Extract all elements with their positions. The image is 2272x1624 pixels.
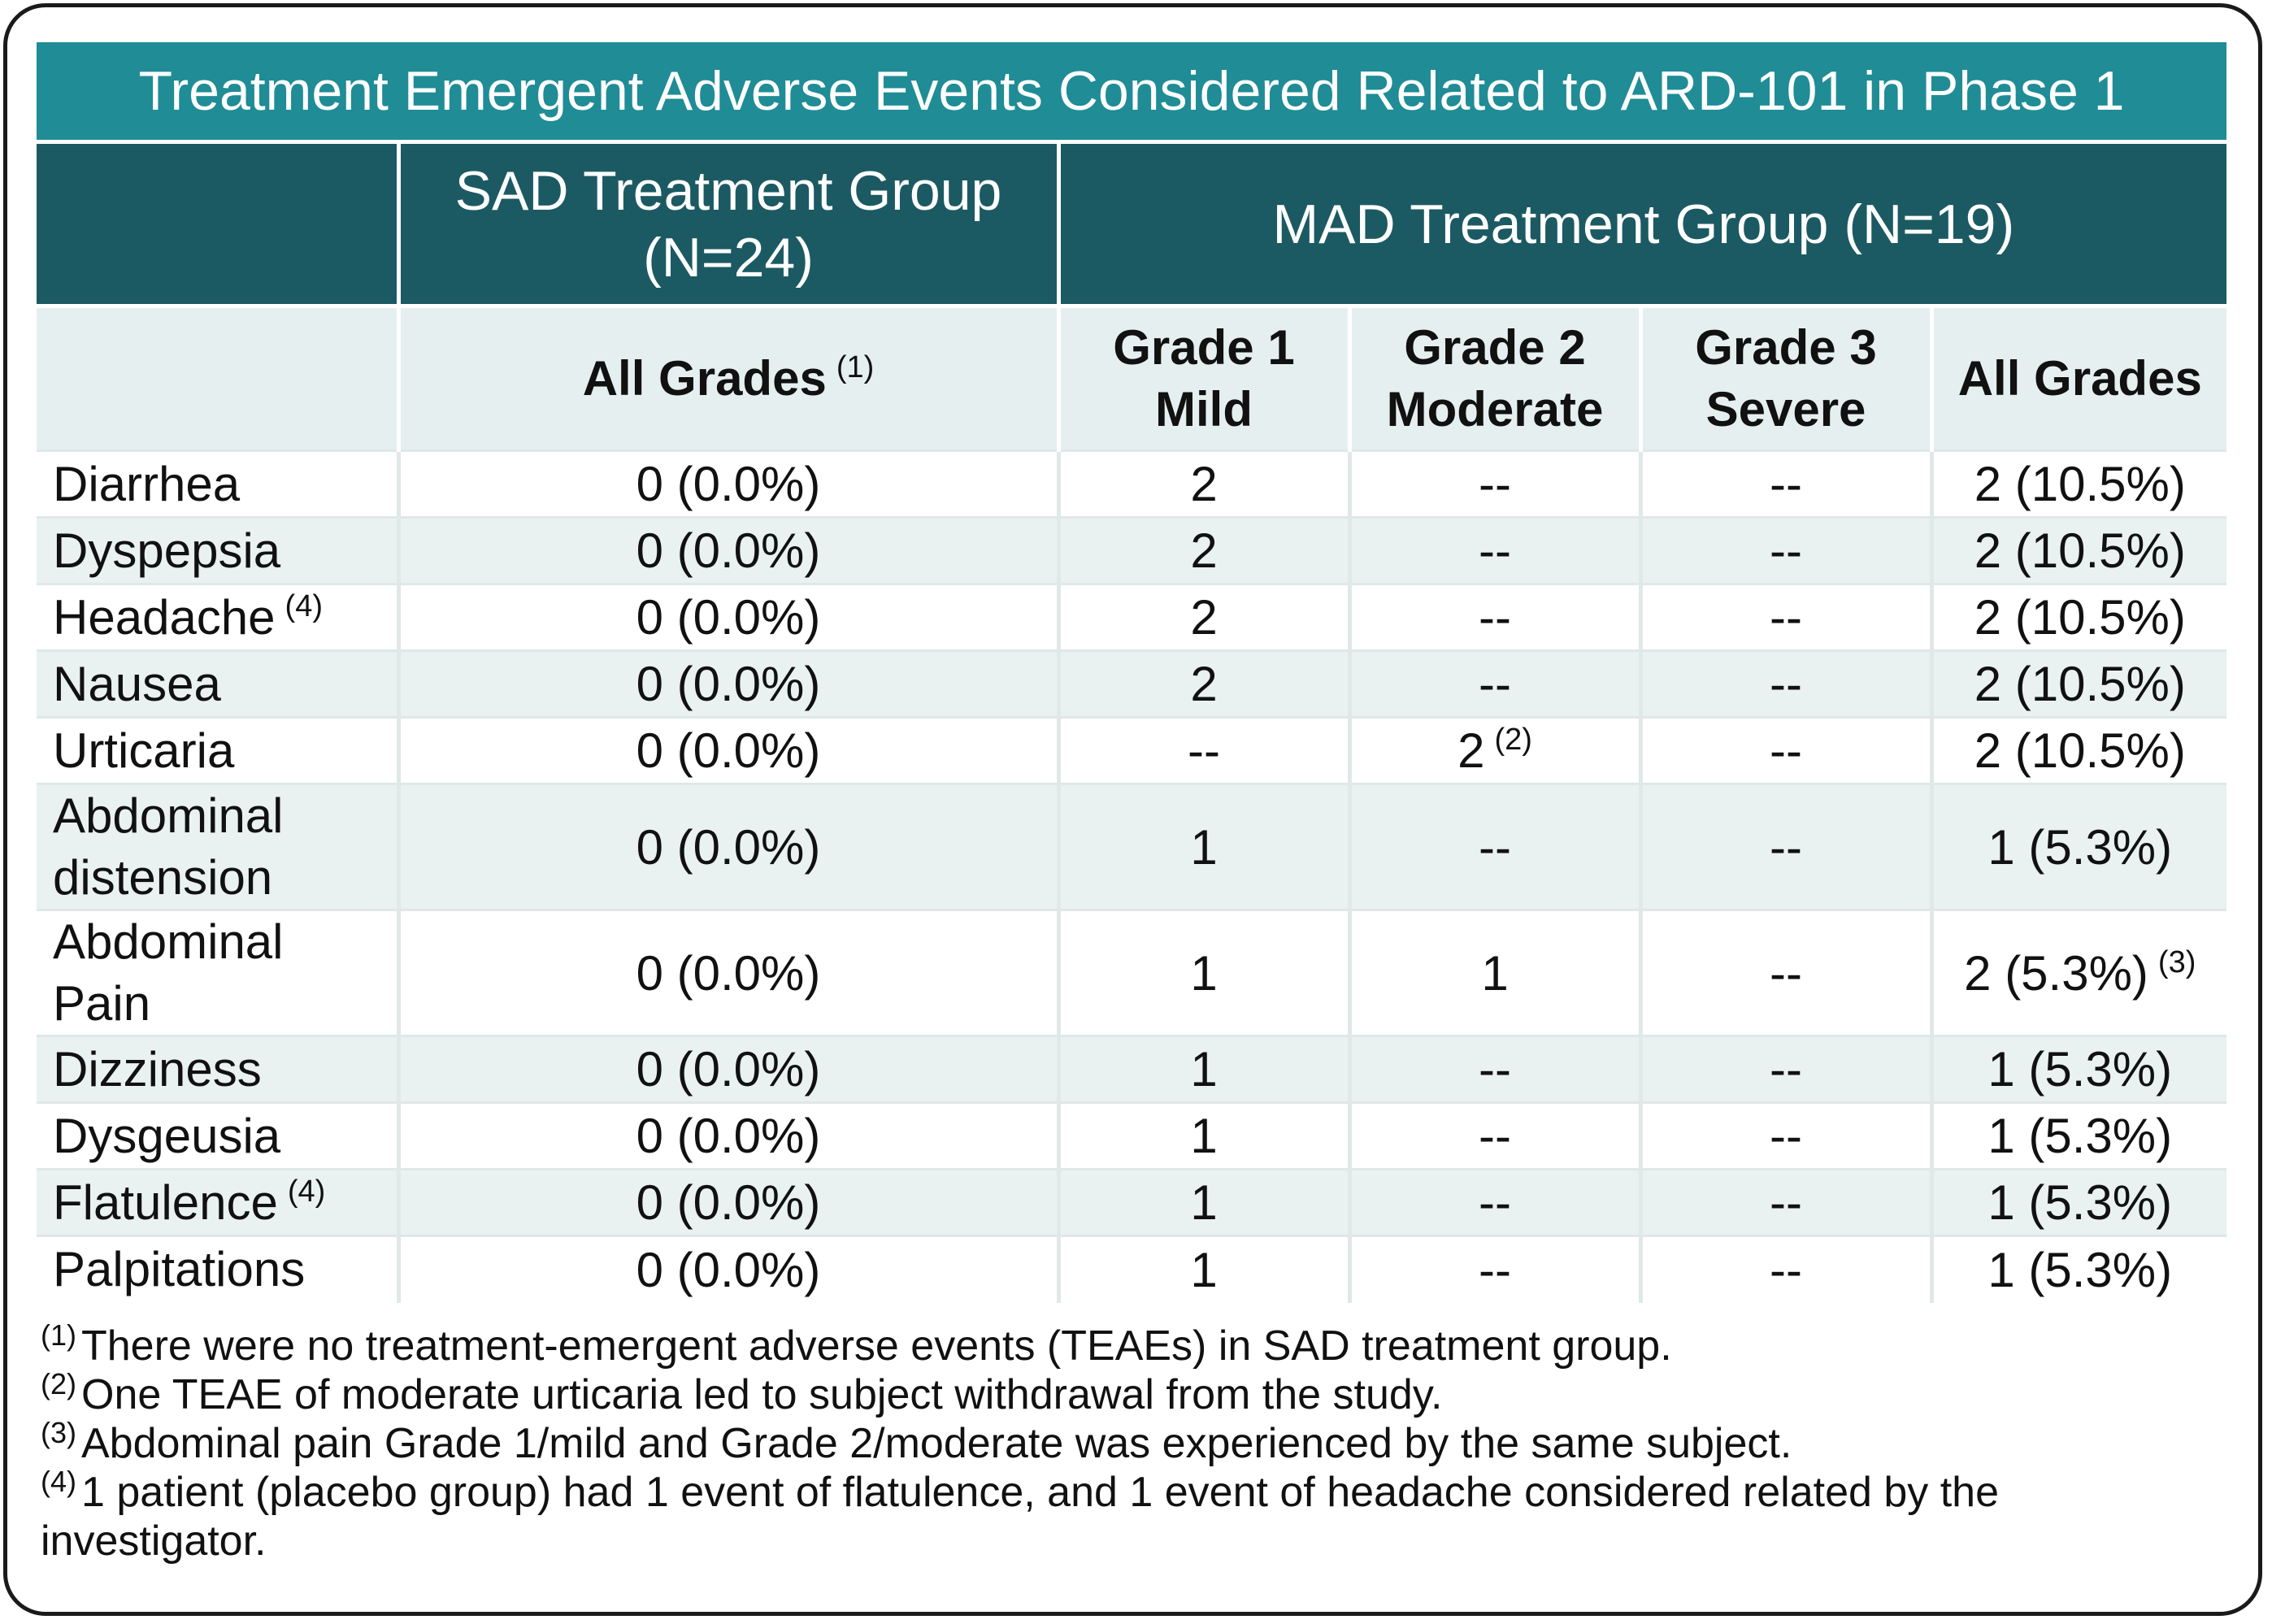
blank-subheader-cell [37, 306, 398, 451]
grade1-cell-value: 1 [1190, 1042, 1218, 1096]
sad-all-grades-cell [398, 718, 1058, 784]
grade3-cell-value: -- [1770, 657, 1802, 711]
footnote-ref: (2) [1494, 723, 1532, 757]
grade3-cell [1640, 1103, 1931, 1170]
grade2-cell [1349, 518, 1640, 584]
sad-all-grades-cell [398, 451, 1058, 518]
event-cell-value: Abdominal Pain [53, 914, 284, 1031]
sad-all-grades-cell [398, 1103, 1058, 1170]
grade3-cell [1640, 1236, 1931, 1303]
grade-header-row [37, 306, 2226, 451]
footnote-text: One TEAE of moderate urticaria led to subject withdrawal from the study. [81, 1371, 1443, 1418]
event-cell-value: Dizziness [53, 1041, 262, 1096]
grade3-cell-value: -- [1770, 945, 1802, 1001]
grade1-cell-value: 2 [1190, 657, 1218, 711]
grade3-cell [1640, 584, 1931, 651]
grade2-cell [1349, 1103, 1640, 1170]
blank-header-cell [37, 142, 398, 306]
grade1-cell-value: 1 [1190, 1242, 1218, 1297]
grade3-cell [1640, 518, 1931, 584]
event-cell [37, 1170, 398, 1236]
mad-all-grades-cell [1931, 651, 2226, 718]
grade3-cell [1640, 718, 1931, 784]
sad-all-grades-label: All Grades [582, 351, 827, 406]
grade2-cell-value: -- [1479, 657, 1511, 711]
group-header-row [37, 142, 2226, 306]
grade1-cell [1058, 784, 1349, 910]
grade1-cell [1058, 1170, 1349, 1236]
event-cell-value: Nausea [53, 656, 221, 711]
grade3-cell [1640, 651, 1931, 718]
sad-all-grades-cell-value: 0 (0.0%) [636, 457, 821, 511]
grade1-cell-value: 2 [1190, 523, 1218, 578]
sad-all-grades-cell [398, 584, 1058, 651]
table-row [37, 518, 2226, 584]
sad-all-grades-cell [398, 651, 1058, 718]
grade1-cell-value: 1 [1190, 1109, 1218, 1163]
sad-all-grades-header [398, 306, 1058, 451]
grade1-cell [1058, 584, 1349, 651]
footnote [41, 1416, 2203, 1468]
table-row [37, 1103, 2226, 1170]
sad-all-grades-cell [398, 518, 1058, 584]
footnote-ref: (4) [287, 1174, 326, 1209]
grade1-cell [1058, 1036, 1349, 1103]
grade2-cell-value: -- [1479, 590, 1511, 645]
mad-all-grades-cell-value: 1 (5.3%) [1987, 1242, 2173, 1297]
footnote-text: There were no treatment-emergent adverse events (TEAEs) in SAD treatment group. [81, 1322, 1672, 1370]
grade2-cell [1349, 584, 1640, 651]
footnote-ref: (1) [836, 350, 875, 384]
grade1-cell-value: 2 [1190, 590, 1218, 645]
sad-group-header: SAD Treatment Group (N=24) [398, 142, 1058, 306]
table-row [37, 1236, 2226, 1303]
grade2-cell-value: -- [1479, 1242, 1511, 1297]
grade3-cell-value: -- [1770, 590, 1802, 645]
mad-all-grades-cell [1931, 1236, 2226, 1303]
event-cell-value: Flatulence [53, 1175, 278, 1230]
grade1-cell [1058, 451, 1349, 518]
grade1-cell [1058, 910, 1349, 1036]
event-cell [37, 1103, 398, 1170]
sad-all-grades-cell-value: 0 (0.0%) [636, 819, 821, 875]
grade3-cell [1640, 1170, 1931, 1236]
mad-all-grades-cell-value: 2 (10.5%) [1974, 723, 2186, 778]
grade1-cell [1058, 718, 1349, 784]
sad-all-grades-cell-value: 0 (0.0%) [636, 945, 821, 1001]
event-cell-value: Urticaria [53, 723, 235, 778]
table-row [37, 1170, 2226, 1236]
sad-all-grades-cell-value: 0 (0.0%) [636, 523, 821, 578]
grade2-cell [1349, 1170, 1640, 1236]
grade2-cell-value: -- [1479, 1175, 1511, 1230]
table-title: Treatment Emergent Adverse Events Considered Related to ARD-101 in Phase 1 [37, 42, 2226, 140]
sad-all-grades-cell [398, 784, 1058, 910]
mad-all-grades-cell-value: 1 (5.3%) [1987, 1042, 2173, 1096]
grade1-cell [1058, 651, 1349, 718]
footnote-ref: (3) [2157, 944, 2196, 979]
table-row [37, 718, 2226, 784]
mad-all-grades-cell [1931, 584, 2226, 651]
event-cell-value: Diarrhea [53, 456, 241, 511]
footnote-text: 1 patient (placebo group) had 1 event of flatulence, and 1 event of headache considered related by the investigator. [41, 1469, 2000, 1565]
grade1-cell [1058, 518, 1349, 584]
grade2-cell-value: -- [1479, 1109, 1511, 1163]
grade2-cell-value: 2 [1457, 723, 1485, 778]
event-cell [37, 910, 398, 1036]
event-cell-value: Headache [53, 589, 276, 645]
grade2-cell [1349, 910, 1640, 1036]
event-cell [37, 1036, 398, 1103]
mad-all-grades-cell [1931, 718, 2226, 784]
mad-all-grades-cell [1931, 910, 2226, 1036]
grade1-header: Grade 1 Mild [1058, 306, 1349, 451]
grade3-cell-value: -- [1770, 457, 1802, 511]
grade2-cell [1349, 651, 1640, 718]
mad-all-grades-cell-value: 1 (5.3%) [1987, 1175, 2173, 1230]
mad-all-grades-cell-value: 1 (5.3%) [1987, 819, 2173, 875]
grade3-cell-value: -- [1770, 1042, 1802, 1096]
grade3-cell-value: -- [1770, 1175, 1802, 1230]
grade1-cell-value: 1 [1190, 945, 1218, 1001]
grade2-cell [1349, 784, 1640, 910]
footnote-text: Abdominal pain Grade 1/mild and Grade 2/moderate was experienced by the same subject. [81, 1420, 1792, 1467]
event-cell [37, 1236, 398, 1303]
mad-all-grades-cell [1931, 518, 2226, 584]
sad-all-grades-cell-value: 0 (0.0%) [636, 1242, 821, 1297]
mad-all-grades-cell [1931, 1103, 2226, 1170]
grade3-cell [1640, 1036, 1931, 1103]
grade3-cell [1640, 784, 1931, 910]
event-cell-value: Abdominal distension [53, 788, 284, 905]
sad-all-grades-cell [398, 910, 1058, 1036]
footnote [41, 1318, 2203, 1370]
grade3-cell [1640, 910, 1931, 1036]
grade2-cell-value: -- [1479, 1042, 1511, 1096]
event-cell [37, 518, 398, 584]
table-row [37, 910, 2226, 1036]
footnote [41, 1367, 2203, 1419]
table-row [37, 651, 2226, 718]
footnotes [41, 1318, 2203, 1565]
grade2-cell [1349, 1036, 1640, 1103]
mad-all-grades-cell-value: 2 (10.5%) [1974, 590, 2186, 645]
event-cell [37, 451, 398, 518]
sad-all-grades-cell [398, 1036, 1058, 1103]
grade2-cell-value: 1 [1481, 945, 1509, 1001]
grade3-cell [1640, 451, 1931, 518]
grade1-cell [1058, 1236, 1349, 1303]
mad-all-grades-cell [1931, 1170, 2226, 1236]
adverse-events-table [37, 140, 2226, 1303]
event-cell-value: Dyspepsia [53, 523, 281, 578]
mad-all-grades-cell-value: 2 (10.5%) [1974, 657, 2186, 711]
sad-all-grades-cell-value: 0 (0.0%) [636, 1175, 821, 1230]
grade1-cell-value: 1 [1190, 1175, 1218, 1230]
event-cell-value: Palpitations [53, 1242, 306, 1297]
sad-all-grades-cell [398, 1236, 1058, 1303]
grade1-cell-value: 1 [1190, 819, 1218, 875]
grade3-cell-value: -- [1770, 523, 1802, 578]
mad-all-grades-cell-value: 2 (10.5%) [1974, 523, 2186, 578]
sad-all-grades-cell [398, 1170, 1058, 1236]
mad-group-header: MAD Treatment Group (N=19) [1058, 142, 2226, 306]
footnote-mark: (3) [41, 1416, 76, 1449]
table-row [37, 1036, 2226, 1103]
table-row [37, 784, 2226, 910]
grade3-cell-value: -- [1770, 723, 1802, 778]
grade1-cell-value: -- [1188, 723, 1220, 778]
grade2-cell [1349, 451, 1640, 518]
event-cell-value: Dysgeusia [53, 1108, 281, 1163]
grade2-cell [1349, 1236, 1640, 1303]
sad-all-grades-cell-value: 0 (0.0%) [636, 1042, 821, 1096]
grade3-header: Grade 3 Severe [1640, 306, 1931, 451]
grade3-cell-value: -- [1770, 819, 1802, 875]
grade1-cell-value: 2 [1190, 457, 1218, 511]
sad-all-grades-cell-value: 0 (0.0%) [636, 1109, 821, 1163]
footnote-mark: (2) [41, 1367, 76, 1400]
grade2-cell-value: -- [1479, 457, 1511, 511]
grade3-cell-value: -- [1770, 1242, 1802, 1297]
event-cell [37, 718, 398, 784]
table-row [37, 584, 2226, 651]
grade3-cell-value: -- [1770, 1109, 1802, 1163]
footnote [41, 1465, 2203, 1565]
sad-all-grades-cell-value: 0 (0.0%) [636, 657, 821, 711]
grade2-cell-value: -- [1479, 523, 1511, 578]
grade1-cell [1058, 1103, 1349, 1170]
mad-all-grades-header: All Grades [1931, 306, 2226, 451]
grade2-cell [1349, 718, 1640, 784]
mad-all-grades-cell [1931, 1036, 2226, 1103]
mad-all-grades-cell-value: 1 (5.3%) [1987, 1109, 2173, 1163]
mad-all-grades-cell [1931, 451, 2226, 518]
mad-all-grades-cell-value: 2 (10.5%) [1974, 457, 2186, 511]
mad-all-grades-cell-value: 2 (5.3%) [1964, 945, 2148, 1001]
event-cell [37, 784, 398, 910]
footnote-mark: (4) [41, 1465, 76, 1498]
event-cell [37, 651, 398, 718]
sad-all-grades-cell-value: 0 (0.0%) [636, 590, 821, 645]
grade2-cell-value: -- [1479, 819, 1511, 875]
event-cell [37, 584, 398, 651]
mad-all-grades-cell [1931, 784, 2226, 910]
footnote-mark: (1) [41, 1318, 76, 1352]
footnote-ref: (4) [285, 588, 323, 623]
grade2-header: Grade 2 Moderate [1349, 306, 1640, 451]
sad-all-grades-cell-value: 0 (0.0%) [636, 723, 821, 778]
table-row [37, 451, 2226, 518]
